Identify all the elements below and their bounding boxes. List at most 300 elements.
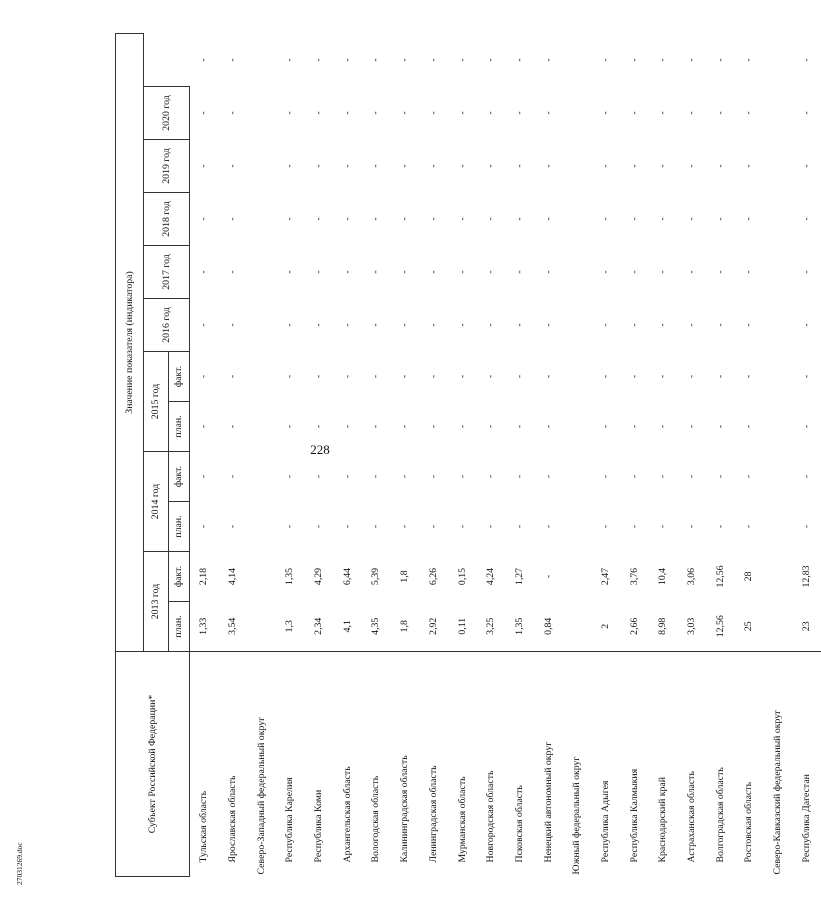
- value-cell: -: [743, 424, 755, 429]
- table-row: [448, 33, 477, 876]
- year-header-2020: 2020 год: [144, 87, 190, 140]
- table-row: [706, 33, 735, 876]
- value-cell: -: [743, 474, 755, 479]
- table-header: [116, 33, 190, 876]
- value-cell: -: [456, 111, 468, 115]
- subject-name: Ненецкий автономный округ: [542, 741, 554, 863]
- value-cell: -: [800, 323, 812, 327]
- subject-name: Краснодарский край: [657, 776, 669, 863]
- table-row: [792, 33, 821, 876]
- district-name: Северо-Кавказский федеральный округ: [772, 709, 784, 875]
- value-cell: -: [427, 217, 439, 221]
- value-cell: -: [370, 374, 382, 379]
- value-cell: -: [370, 270, 382, 274]
- value-cell: [764, 87, 793, 140]
- value-cell: -: [542, 424, 554, 429]
- value-cell: 1,33: [190, 602, 219, 652]
- value-cell: -: [714, 164, 726, 168]
- value-cell: -: [370, 474, 382, 479]
- value-cell: [247, 33, 276, 86]
- table-row: [333, 33, 362, 876]
- value-cell: -: [227, 524, 239, 529]
- subject-name: Тульская область: [198, 790, 210, 863]
- table-row: [506, 33, 535, 876]
- value-cell: -: [456, 270, 468, 274]
- year-header-2015: 2015 год: [144, 352, 169, 452]
- value-cell: -: [456, 217, 468, 221]
- value-cell: -: [198, 217, 210, 221]
- subject-name: Вологодская область: [370, 775, 382, 863]
- value-cell: [563, 140, 592, 193]
- value-cell: -: [198, 374, 210, 379]
- value-cell: -: [399, 217, 411, 221]
- plan-header-2015: план.: [169, 402, 190, 452]
- value-cell: [764, 452, 793, 502]
- value-cell: 2,18: [198, 567, 210, 586]
- value-cell: 3,03: [678, 602, 707, 652]
- table-row: [420, 33, 449, 876]
- value-cell: [563, 552, 592, 602]
- value-cell: -: [657, 474, 669, 479]
- value-cell: -: [313, 424, 325, 429]
- value-cell: -: [284, 374, 296, 379]
- value-cell: 2,66: [620, 602, 649, 652]
- value-cell: 23: [792, 602, 821, 652]
- subject-name: Ленинградская область: [427, 765, 439, 863]
- table-row: [620, 33, 649, 876]
- value-cell: -: [599, 111, 611, 115]
- year-header-2016: 2016 год: [144, 299, 190, 352]
- table-row: [678, 33, 707, 876]
- value-cell: -: [227, 217, 239, 221]
- value-cell: -: [456, 524, 468, 529]
- value-cell: -: [198, 111, 210, 115]
- value-cell: -: [341, 323, 353, 327]
- subject-name: Псковская область: [513, 785, 525, 863]
- value-cell: -: [599, 374, 611, 379]
- value-cell: -: [743, 164, 755, 168]
- value-cell: -: [542, 217, 554, 221]
- value-cell: -: [284, 424, 296, 429]
- value-cell: -: [427, 424, 439, 429]
- value-cell: -: [686, 111, 698, 115]
- value-cell: -: [714, 374, 726, 379]
- value-cell: -: [743, 323, 755, 327]
- value-cell: -: [399, 164, 411, 168]
- value-cell: -: [485, 424, 497, 429]
- value-cell: -: [628, 374, 640, 379]
- subject-name: Республика Адыгея: [599, 780, 611, 863]
- value-cell: -: [198, 323, 210, 327]
- value-cell: -: [341, 164, 353, 168]
- value-cell: 10,4: [657, 567, 669, 586]
- subject-name: Ростовская область: [743, 781, 755, 863]
- subject-header: Субъект Российской Федерации*: [116, 652, 190, 877]
- value-cell: [247, 552, 276, 602]
- value-cell: -: [198, 424, 210, 429]
- value-cell: 1,27: [513, 567, 525, 586]
- value-cell: -: [456, 424, 468, 429]
- value-cell: -: [399, 111, 411, 115]
- value-cell: [247, 502, 276, 552]
- value-cell: -: [485, 217, 497, 221]
- value-cell: [764, 33, 793, 86]
- table-body: [190, 33, 821, 876]
- value-cell: -: [513, 111, 525, 115]
- value-cell: -: [628, 58, 640, 62]
- value-cell: -: [313, 270, 325, 274]
- value-cell: -: [599, 424, 611, 429]
- value-cell: -: [341, 474, 353, 479]
- value-cell: [764, 299, 793, 352]
- value-cell: -: [456, 58, 468, 62]
- value-cell: -: [370, 164, 382, 168]
- value-cell: -: [198, 524, 210, 529]
- value-cell: 1,35: [506, 602, 535, 652]
- value-cell: -: [341, 58, 353, 62]
- value-cell: 12,56: [714, 565, 726, 588]
- value-cell: [563, 602, 592, 652]
- value-cell: 8,98: [649, 602, 678, 652]
- year-header-2013: 2013 год: [144, 552, 169, 652]
- page-number: 228: [310, 442, 330, 457]
- value-cell: -: [714, 323, 726, 327]
- district-name: Северо-Западный федеральный округ: [255, 716, 267, 875]
- value-cell: -: [370, 217, 382, 221]
- value-cell: -: [657, 164, 669, 168]
- value-cell: [247, 452, 276, 502]
- value-cell: -: [513, 164, 525, 168]
- value-cell: 6,26: [427, 567, 439, 586]
- value-cell: [764, 193, 793, 246]
- value-cell: -: [686, 374, 698, 379]
- subject-name: Новгородская область: [485, 770, 497, 863]
- value-cell: -: [599, 58, 611, 62]
- value-cell: -: [800, 424, 812, 429]
- value-cell: 1,35: [284, 567, 296, 586]
- value-cell: [563, 246, 592, 299]
- value-cell: -: [198, 270, 210, 274]
- value-cell: -: [427, 374, 439, 379]
- value-cell: [764, 402, 793, 452]
- value-cell: -: [485, 524, 497, 529]
- value-cell: 6,44: [341, 567, 353, 586]
- subject-name: Республика Калмыкия: [628, 768, 640, 863]
- value-cell: [764, 502, 793, 552]
- district-name: Южный федеральный округ: [571, 756, 583, 875]
- value-cell: -: [743, 270, 755, 274]
- fact-header-2014: факт.: [169, 452, 190, 502]
- value-cell: -: [399, 58, 411, 62]
- district-header-row: [247, 33, 276, 876]
- value-cell: -: [399, 374, 411, 379]
- value-cell: -: [714, 474, 726, 479]
- value-cell: -: [456, 474, 468, 479]
- value-cell: -: [599, 217, 611, 221]
- value-cell: -: [370, 111, 382, 115]
- table-row: [592, 33, 621, 876]
- value-cell: -: [743, 374, 755, 379]
- indicator-header: Значение показателя (индикатора): [116, 33, 144, 651]
- subject-name: Мурманская область: [456, 776, 468, 863]
- table-row: [649, 33, 678, 876]
- value-cell: 25: [735, 602, 764, 652]
- value-cell: 3,54: [219, 602, 248, 652]
- value-cell: -: [542, 323, 554, 327]
- value-cell: 12,83: [800, 565, 812, 588]
- value-cell: -: [800, 164, 812, 168]
- value-cell: [764, 140, 793, 193]
- plan-header-2014: план.: [169, 502, 190, 552]
- value-cell: -: [542, 474, 554, 479]
- value-cell: -: [427, 474, 439, 479]
- value-cell: -: [313, 374, 325, 379]
- value-cell: -: [227, 474, 239, 479]
- value-cell: -: [227, 164, 239, 168]
- value-cell: -: [743, 111, 755, 115]
- value-cell: -: [485, 164, 497, 168]
- year-header-2019: 2019 год: [144, 140, 190, 193]
- value-cell: -: [513, 58, 525, 62]
- value-cell: [563, 502, 592, 552]
- value-cell: -: [284, 217, 296, 221]
- value-cell: -: [599, 524, 611, 529]
- value-cell: -: [427, 270, 439, 274]
- value-cell: 0,11: [448, 602, 477, 652]
- value-cell: -: [513, 374, 525, 379]
- value-cell: -: [513, 270, 525, 274]
- value-cell: [764, 602, 793, 652]
- value-cell: -: [743, 217, 755, 221]
- value-cell: -: [313, 524, 325, 529]
- indicator-table: [115, 33, 821, 877]
- value-cell: -: [800, 58, 812, 62]
- value-cell: [247, 352, 276, 402]
- district-header-row: [563, 33, 592, 876]
- value-cell: -: [485, 270, 497, 274]
- value-cell: -: [198, 474, 210, 479]
- value-cell: -: [657, 323, 669, 327]
- value-cell: 0,15: [456, 567, 468, 586]
- value-cell: -: [542, 574, 554, 579]
- value-cell: -: [427, 323, 439, 327]
- value-cell: -: [227, 374, 239, 379]
- value-cell: -: [800, 524, 812, 529]
- table-row: [735, 33, 764, 876]
- value-cell: -: [198, 58, 210, 62]
- value-cell: -: [686, 524, 698, 529]
- value-cell: -: [284, 111, 296, 115]
- value-cell: -: [743, 58, 755, 62]
- value-cell: 1,8: [391, 602, 420, 652]
- value-cell: 0,84: [534, 602, 563, 652]
- value-cell: [563, 33, 592, 86]
- value-cell: [764, 352, 793, 402]
- subject-name: Архангельская область: [341, 766, 353, 863]
- value-cell: -: [284, 323, 296, 327]
- value-cell: -: [399, 270, 411, 274]
- value-cell: -: [427, 164, 439, 168]
- value-cell: -: [399, 323, 411, 327]
- value-cell: -: [628, 270, 640, 274]
- value-cell: 2: [592, 602, 621, 652]
- table-row: [305, 33, 334, 876]
- value-cell: -: [456, 164, 468, 168]
- value-cell: -: [542, 164, 554, 168]
- value-cell: -: [599, 270, 611, 274]
- table-row: [534, 33, 563, 876]
- year-header-2018: 2018 год: [144, 193, 190, 246]
- value-cell: 28: [743, 571, 755, 582]
- value-cell: -: [284, 474, 296, 479]
- value-cell: -: [313, 217, 325, 221]
- value-cell: -: [542, 374, 554, 379]
- value-cell: -: [427, 524, 439, 529]
- value-cell: -: [686, 323, 698, 327]
- value-cell: -: [513, 424, 525, 429]
- value-cell: -: [227, 111, 239, 115]
- subject-name: Республика Коми: [313, 789, 325, 863]
- value-cell: -: [227, 58, 239, 62]
- value-cell: -: [227, 270, 239, 274]
- value-cell: -: [341, 270, 353, 274]
- year-header-2017: 2017 год: [144, 246, 190, 299]
- value-cell: -: [800, 474, 812, 479]
- table-row: [276, 33, 305, 876]
- value-cell: 4,35: [362, 602, 391, 652]
- value-cell: 3,76: [628, 567, 640, 586]
- value-cell: 4,14: [227, 567, 239, 586]
- value-cell: 2,47: [599, 567, 611, 586]
- value-cell: -: [542, 270, 554, 274]
- table-row: [219, 33, 248, 876]
- value-cell: 3,25: [477, 602, 506, 652]
- value-cell: -: [686, 474, 698, 479]
- value-cell: [764, 246, 793, 299]
- subject-name: Республика Дагестан: [800, 774, 812, 863]
- value-cell: [563, 352, 592, 402]
- value-cell: -: [198, 164, 210, 168]
- value-cell: -: [284, 164, 296, 168]
- value-cell: -: [542, 524, 554, 529]
- value-cell: -: [513, 474, 525, 479]
- value-cell: -: [628, 217, 640, 221]
- value-cell: -: [599, 323, 611, 327]
- value-cell: -: [284, 58, 296, 62]
- value-cell: 2,92: [420, 602, 449, 652]
- plan-header-2013: план.: [169, 602, 190, 652]
- value-cell: -: [456, 374, 468, 379]
- value-cell: -: [341, 424, 353, 429]
- value-cell: [563, 452, 592, 502]
- table-row: [477, 33, 506, 876]
- value-cell: -: [485, 323, 497, 327]
- fact-header-2013: факт.: [169, 552, 190, 602]
- value-cell: -: [485, 58, 497, 62]
- value-cell: -: [341, 374, 353, 379]
- district-header-row: [764, 33, 793, 876]
- subject-name: Калининградская область: [399, 755, 411, 863]
- value-cell: -: [313, 58, 325, 62]
- value-cell: 4,24: [485, 567, 497, 586]
- value-cell: -: [743, 524, 755, 529]
- value-cell: 1,3: [276, 602, 305, 652]
- fact-header-2015: факт.: [169, 352, 190, 402]
- value-cell: -: [370, 524, 382, 529]
- value-cell: -: [628, 474, 640, 479]
- value-cell: [247, 402, 276, 452]
- value-cell: -: [800, 217, 812, 221]
- value-cell: -: [542, 58, 554, 62]
- table-row: [362, 33, 391, 876]
- file-stamp: 27031269.doc: [15, 842, 24, 885]
- value-cell: -: [686, 164, 698, 168]
- value-cell: -: [227, 323, 239, 327]
- value-cell: -: [686, 217, 698, 221]
- value-cell: -: [657, 111, 669, 115]
- value-cell: -: [399, 474, 411, 479]
- value-cell: -: [485, 374, 497, 379]
- value-cell: 4,1: [333, 602, 362, 652]
- value-cell: [247, 87, 276, 140]
- value-cell: 5,39: [370, 567, 382, 586]
- value-cell: -: [714, 111, 726, 115]
- value-cell: [247, 140, 276, 193]
- value-cell: [563, 87, 592, 140]
- value-cell: -: [657, 270, 669, 274]
- value-cell: -: [370, 424, 382, 429]
- value-cell: -: [284, 270, 296, 274]
- value-cell: -: [599, 164, 611, 168]
- value-cell: [247, 299, 276, 352]
- value-cell: -: [485, 474, 497, 479]
- value-cell: -: [657, 524, 669, 529]
- value-cell: 2,34: [305, 602, 334, 652]
- value-cell: -: [313, 164, 325, 168]
- value-cell: -: [313, 111, 325, 115]
- table-row: [190, 33, 219, 876]
- value-cell: -: [513, 217, 525, 221]
- value-cell: [247, 602, 276, 652]
- value-cell: -: [800, 374, 812, 379]
- value-cell: -: [313, 323, 325, 327]
- value-cell: -: [714, 270, 726, 274]
- value-cell: -: [456, 323, 468, 327]
- value-cell: -: [628, 164, 640, 168]
- value-cell: -: [686, 270, 698, 274]
- value-cell: -: [513, 323, 525, 327]
- value-cell: 1,8: [399, 570, 411, 583]
- value-cell: -: [628, 424, 640, 429]
- subject-name: Республика Карелия: [284, 777, 296, 863]
- value-cell: [247, 246, 276, 299]
- value-cell: -: [313, 474, 325, 479]
- value-cell: -: [714, 217, 726, 221]
- value-cell: -: [284, 524, 296, 529]
- value-cell: -: [341, 524, 353, 529]
- value-cell: -: [657, 374, 669, 379]
- value-cell: [563, 193, 592, 246]
- value-cell: -: [370, 323, 382, 327]
- value-cell: -: [800, 111, 812, 115]
- value-cell: 12,56: [706, 602, 735, 652]
- subject-name: Астраханская область: [686, 771, 698, 863]
- value-cell: -: [513, 524, 525, 529]
- value-cell: -: [714, 424, 726, 429]
- value-cell: -: [657, 58, 669, 62]
- value-cell: -: [657, 217, 669, 221]
- value-cell: -: [714, 58, 726, 62]
